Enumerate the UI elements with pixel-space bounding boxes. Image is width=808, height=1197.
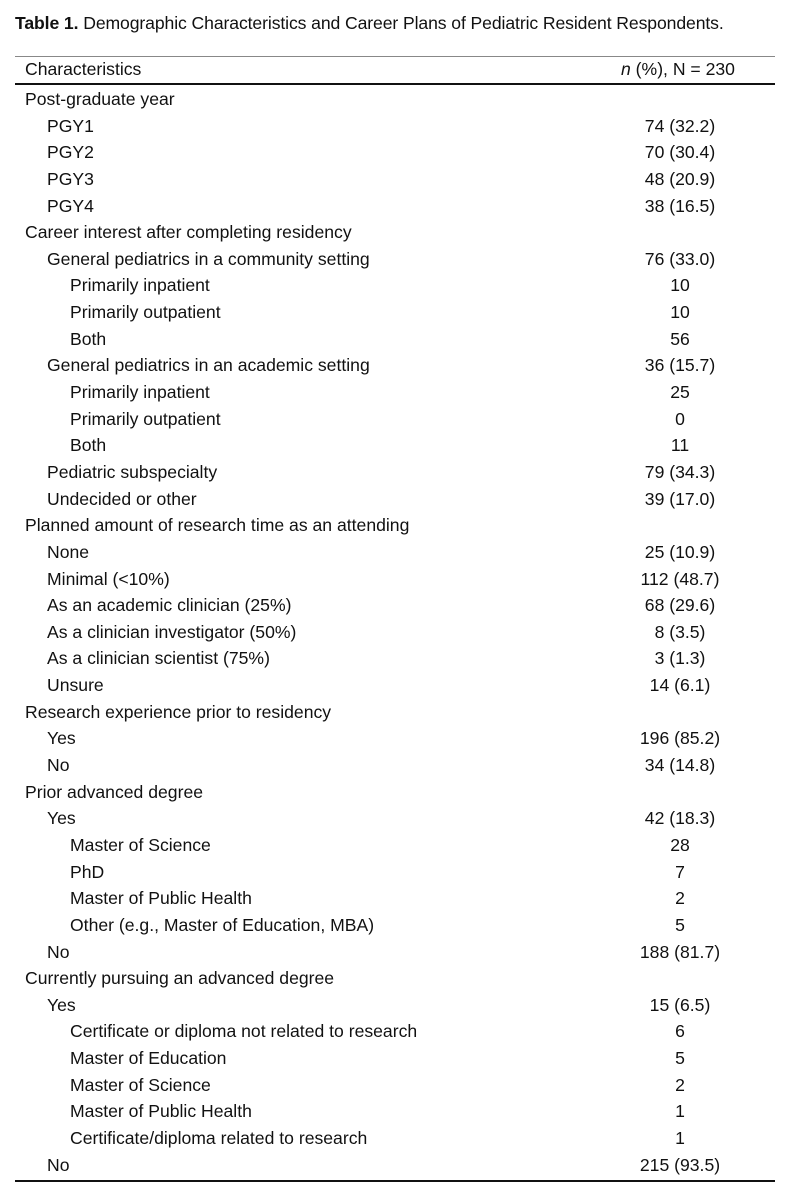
table-row xyxy=(15,1019,775,1046)
row-label: Master of Public Health xyxy=(70,888,252,909)
table-row xyxy=(15,247,775,274)
table-row xyxy=(15,380,775,407)
table-row xyxy=(15,140,775,167)
row-value: 6 xyxy=(675,1021,685,1042)
row-label: General pediatrics in a community setting xyxy=(47,248,370,269)
table-row xyxy=(15,620,775,647)
header-n-italic: n xyxy=(621,59,631,79)
table-row xyxy=(15,1046,775,1073)
row-value: 5 xyxy=(675,1048,685,1069)
table-row xyxy=(15,1153,775,1180)
row-label: Primarily outpatient xyxy=(70,302,221,323)
table-row xyxy=(15,886,775,913)
table-section-row xyxy=(15,87,775,114)
row-label: PGY4 xyxy=(47,195,94,216)
row-label: Primarily inpatient xyxy=(70,275,210,296)
row-label: Master of Science xyxy=(70,834,211,855)
table-row xyxy=(15,993,775,1020)
table-row xyxy=(15,567,775,594)
table-row xyxy=(15,1126,775,1153)
row-label: Both xyxy=(70,328,107,349)
table-row xyxy=(15,1099,775,1126)
row-value: 112 (48.7) xyxy=(640,568,720,589)
header-rule xyxy=(15,83,775,85)
row-value: 25 (10.9) xyxy=(644,541,716,562)
table-section-row xyxy=(15,780,775,807)
table-row xyxy=(15,646,775,673)
table-row xyxy=(15,460,775,487)
row-value: 10 xyxy=(670,302,690,323)
row-label: Planned amount of research time as an attending xyxy=(25,515,410,536)
row-label: Other (e.g., Master of Education, MBA) xyxy=(70,914,375,935)
table-row xyxy=(15,167,775,194)
row-label: As a clinician investigator (50%) xyxy=(47,621,297,642)
row-value: 68 (29.6) xyxy=(644,595,716,616)
row-value: 48 (20.9) xyxy=(644,168,716,189)
row-label: Certificate or diploma not related to research xyxy=(70,1021,418,1042)
row-value: 15 (6.5) xyxy=(649,994,711,1015)
row-label: As an academic clinician (25%) xyxy=(47,595,292,616)
top-rule xyxy=(15,56,775,57)
table-row xyxy=(15,327,775,354)
row-label: Both xyxy=(70,435,107,456)
row-value: 42 (18.3) xyxy=(644,808,716,829)
row-label: As a clinician scientist (75%) xyxy=(47,648,270,669)
row-label: Post-graduate year xyxy=(25,89,175,109)
row-value: 2 xyxy=(675,1074,685,1095)
row-value: 5 xyxy=(675,914,685,935)
row-label: Yes xyxy=(47,808,76,829)
row-value: 11 xyxy=(670,435,690,456)
row-label: PGY2 xyxy=(47,142,94,163)
table-row xyxy=(15,940,775,967)
header-count-rest: (%), N = 230 xyxy=(630,59,735,79)
table-section-row xyxy=(15,220,775,247)
row-value: 25 xyxy=(670,382,690,403)
row-value: 8 (3.5) xyxy=(654,621,706,642)
row-value: 39 (17.0) xyxy=(644,488,716,509)
table-row xyxy=(15,407,775,434)
row-value: 215 (93.5) xyxy=(639,1154,721,1175)
row-label: PGY1 xyxy=(47,115,94,136)
row-value: 38 (16.5) xyxy=(644,195,716,216)
table-row xyxy=(15,593,775,620)
table-caption xyxy=(15,13,724,34)
table-section-row xyxy=(15,966,775,993)
table-row xyxy=(15,300,775,327)
row-value: 7 xyxy=(675,861,685,882)
row-value: 1 xyxy=(675,1101,685,1122)
row-label: PGY3 xyxy=(47,168,94,189)
row-label: Master of Education xyxy=(70,1048,227,1069)
row-label: No xyxy=(47,941,70,962)
bottom-rule xyxy=(15,1180,775,1182)
header-characteristics: Characteristics xyxy=(25,59,142,79)
table-row xyxy=(15,194,775,221)
header-count xyxy=(621,59,735,80)
row-label: Master of Public Health xyxy=(70,1101,252,1122)
row-value: 14 (6.1) xyxy=(649,675,711,696)
row-label: Career interest after completing residency xyxy=(25,222,352,243)
table-row xyxy=(15,860,775,887)
row-value: 28 xyxy=(670,834,690,855)
row-label: General pediatrics in an academic setting xyxy=(47,355,370,376)
row-label: Pediatric subspecialty xyxy=(47,461,218,482)
table-caption-label: Table 1. xyxy=(15,13,79,33)
table-row xyxy=(15,673,775,700)
table-section-row xyxy=(15,513,775,540)
table-row xyxy=(15,833,775,860)
table-row xyxy=(15,487,775,514)
table-row xyxy=(15,540,775,567)
row-label: PhD xyxy=(70,861,105,882)
row-label: No xyxy=(47,755,70,776)
row-value: 188 (81.7) xyxy=(639,941,721,962)
row-label: Primarily outpatient xyxy=(70,408,221,429)
table-row xyxy=(15,913,775,940)
table-row xyxy=(15,806,775,833)
row-value: 36 (15.7) xyxy=(644,355,716,376)
row-label: Certificate/diploma related to research xyxy=(70,1127,368,1148)
table-row xyxy=(15,433,775,460)
row-label: Minimal (<10%) xyxy=(47,568,170,589)
row-value: 196 (85.2) xyxy=(639,728,721,749)
row-value: 10 xyxy=(670,275,690,296)
row-label: Currently pursuing an advanced degree xyxy=(25,968,335,989)
row-value: 70 (30.4) xyxy=(644,142,716,163)
table-section-row xyxy=(15,700,775,727)
row-label: Research experience prior to residency xyxy=(25,701,332,722)
row-value: 74 (32.2) xyxy=(644,115,716,136)
table-row xyxy=(15,1073,775,1100)
row-value: 2 xyxy=(675,888,685,909)
table-header xyxy=(15,59,775,81)
row-label: Undecided or other xyxy=(47,488,197,509)
row-label: None xyxy=(47,541,90,562)
row-label: Master of Science xyxy=(70,1074,211,1095)
row-label: Yes xyxy=(47,728,76,749)
table-row xyxy=(15,726,775,753)
row-value: 0 xyxy=(675,408,685,429)
table-body xyxy=(15,87,775,1179)
row-value: 1 xyxy=(675,1127,685,1148)
table-row xyxy=(15,753,775,780)
row-value: 79 (34.3) xyxy=(644,461,716,482)
row-value: 76 (33.0) xyxy=(644,248,716,269)
row-label: No xyxy=(47,1154,70,1175)
table-caption-text: Demographic Characteristics and Career Plans of Pediatric Resident Respondents. xyxy=(78,13,724,33)
row-value: 34 (14.8) xyxy=(644,755,716,776)
table-row xyxy=(15,273,775,300)
table-row xyxy=(15,353,775,380)
row-label: Prior advanced degree xyxy=(25,781,204,802)
row-value: 3 (1.3) xyxy=(654,648,706,669)
row-label: Unsure xyxy=(47,675,104,696)
row-label: Yes xyxy=(47,994,76,1015)
row-value: 56 xyxy=(670,328,690,349)
table-row xyxy=(15,114,775,141)
row-label: Primarily inpatient xyxy=(70,382,210,403)
